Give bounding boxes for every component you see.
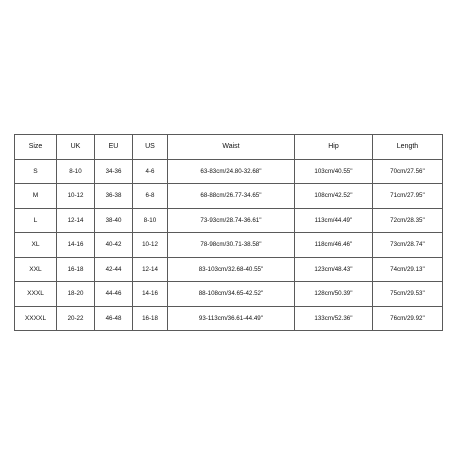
- cell-us: 14-16: [133, 282, 168, 307]
- cell-size: XXXXL: [15, 306, 57, 331]
- header-eu: EU: [95, 135, 133, 160]
- table-row: [15, 282, 443, 307]
- cell-eu: 34-36: [95, 159, 133, 184]
- cell-waist: 68-88cm/26.77-34.65'': [168, 184, 295, 209]
- cell-us: 4-6: [133, 159, 168, 184]
- size-chart-table: [14, 134, 443, 331]
- cell-hip: 103cm/40.55'': [295, 159, 373, 184]
- cell-eu: 46-48: [95, 306, 133, 331]
- cell-uk: 18-20: [57, 282, 95, 307]
- cell-length: 72cm/28.35'': [373, 208, 443, 233]
- cell-size: L: [15, 208, 57, 233]
- cell-us: 8-10: [133, 208, 168, 233]
- cell-uk: 16-18: [57, 257, 95, 282]
- cell-size: XXXL: [15, 282, 57, 307]
- cell-waist: 78-98cm/30.71-38.58'': [168, 233, 295, 258]
- cell-waist: 63-83cm/24.80-32.68'': [168, 159, 295, 184]
- header-size: Size: [15, 135, 57, 160]
- cell-length: 76cm/29.92'': [373, 306, 443, 331]
- cell-waist: 73-93cm/28.74-36.61'': [168, 208, 295, 233]
- cell-length: 74cm/29.13'': [373, 257, 443, 282]
- cell-waist: 88-108cm/34.65-42.52'': [168, 282, 295, 307]
- cell-size: M: [15, 184, 57, 209]
- table-row: [15, 184, 443, 209]
- cell-hip: 118cm/46.46'': [295, 233, 373, 258]
- header-length: Length: [373, 135, 443, 160]
- cell-eu: 44-46: [95, 282, 133, 307]
- cell-eu: 36-38: [95, 184, 133, 209]
- cell-hip: 123cm/48.43'': [295, 257, 373, 282]
- cell-us: 16-18: [133, 306, 168, 331]
- cell-length: 73cm/28.74'': [373, 233, 443, 258]
- cell-waist: 83-103cm/32.68-40.55'': [168, 257, 295, 282]
- cell-eu: 40-42: [95, 233, 133, 258]
- cell-length: 71cm/27.95'': [373, 184, 443, 209]
- cell-size: XXL: [15, 257, 57, 282]
- cell-uk: 10-12: [57, 184, 95, 209]
- header-hip: Hip: [295, 135, 373, 160]
- cell-waist: 93-113cm/36.61-44.49'': [168, 306, 295, 331]
- cell-hip: 113cm/44.49'': [295, 208, 373, 233]
- cell-hip: 108cm/42.52'': [295, 184, 373, 209]
- cell-us: 12-14: [133, 257, 168, 282]
- cell-length: 70cm/27.56'': [373, 159, 443, 184]
- cell-eu: 38-40: [95, 208, 133, 233]
- cell-us: 6-8: [133, 184, 168, 209]
- cell-hip: 128cm/50.39'': [295, 282, 373, 307]
- header-uk: UK: [57, 135, 95, 160]
- cell-us: 10-12: [133, 233, 168, 258]
- header-us: US: [133, 135, 168, 160]
- table-row: [15, 257, 443, 282]
- header-waist: Waist: [168, 135, 295, 160]
- cell-uk: 20-22: [57, 306, 95, 331]
- table-row: [15, 306, 443, 331]
- header-row: [15, 135, 443, 160]
- table-row: [15, 233, 443, 258]
- table-row: [15, 208, 443, 233]
- cell-size: S: [15, 159, 57, 184]
- cell-size: XL: [15, 233, 57, 258]
- cell-uk: 12-14: [57, 208, 95, 233]
- cell-uk: 14-16: [57, 233, 95, 258]
- cell-hip: 133cm/52.36'': [295, 306, 373, 331]
- table-row: [15, 159, 443, 184]
- cell-eu: 42-44: [95, 257, 133, 282]
- cell-uk: 8-10: [57, 159, 95, 184]
- cell-length: 75cm/29.53'': [373, 282, 443, 307]
